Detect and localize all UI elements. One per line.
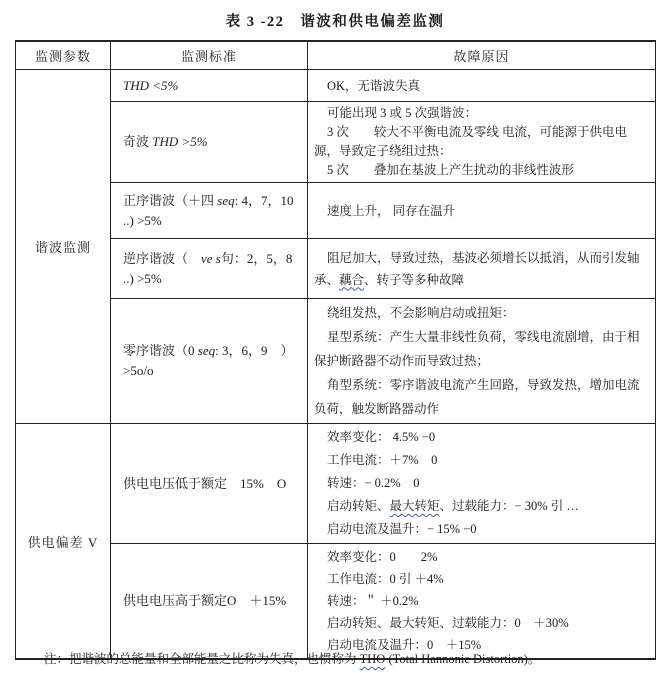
cause-line: 工作电流：＋7% 0: [327, 453, 438, 467]
std-text-italic: seq: [217, 192, 235, 208]
page-title: 表 3 -22 谐波和供电偏差监测: [225, 14, 445, 30]
row-overvoltage: [16, 544, 656, 660]
row-odd-harmonics: [16, 102, 656, 183]
std-cell-thd: [111, 70, 308, 102]
cause-line: OK，无谐波失真: [327, 78, 421, 93]
param-cell-supply-deviation: 供电偏差 V: [16, 424, 111, 660]
cause-text-underlined: 最大转矩: [389, 499, 440, 513]
param-cell-harmonics: 谐波监测: [16, 70, 111, 424]
std-text: 逆序谐波（: [123, 250, 202, 266]
cause-line: 转速：− 0.2% 0: [327, 476, 420, 490]
cause-line: 5 次 叠加在基波上产生扰动的非线性波形: [327, 163, 574, 177]
std-text-italic: ve s: [201, 250, 221, 266]
std-text: 供电电压高于额定O ＋15%: [123, 593, 287, 608]
cause-line: 星型系统：产生大量非线性负荷，零线电流剧增，由于相保护断路器不动作而导致过热；: [314, 330, 640, 368]
cause-line: 绕组发热，不会影响启动或扭矩：: [327, 306, 515, 320]
row-positive-seq: [16, 183, 656, 239]
cause-text: 、转子等多种故障: [364, 272, 465, 287]
footnote-text: 注：把谐波的总能量和全部能量之比称为失真，也惯称为: [44, 652, 360, 666]
row-undervoltage: [16, 424, 656, 544]
cause-cell-odd-harmonics: [308, 102, 656, 183]
header-standard: 监测标准: [111, 41, 308, 70]
cause-cell-overvoltage: [308, 544, 656, 660]
cause-line: [314, 247, 647, 291]
std-text: 供电电压低于额定 15% O: [123, 475, 287, 491]
row-thd-ok: [16, 70, 656, 102]
footnote-abbr-underlined: THO: [359, 652, 386, 666]
cause-line: [314, 495, 647, 518]
cause-cell-negative-seq: [308, 239, 656, 299]
std-text: : 4，7，10 ..) >5%: [123, 192, 294, 228]
cause-cell-zero-seq: [308, 299, 656, 424]
std-cell-positive-seq: [111, 183, 308, 239]
std-text: 零序谐波（0: [123, 343, 198, 358]
header-cause: 故障原因: [308, 41, 656, 70]
cause-line: 启动电流及温升：− 15% −0: [327, 522, 477, 536]
cause-line: 速度上升， 同存在温升: [327, 203, 456, 218]
footnote-text: (Total Hannonic Distortion)。: [385, 652, 541, 666]
std-text: THD <5%: [123, 77, 179, 93]
cause-line: 启动电流及温升：0 ＋15%: [327, 638, 482, 652]
std-cell-odd-harmonics: [111, 102, 308, 183]
cause-line: 工作电流：0 引 ＋4%: [327, 572, 444, 586]
std-text: 奇波: [123, 134, 153, 149]
std-cell-undervoltage: [111, 424, 308, 544]
std-cell-negative-seq: [111, 239, 308, 299]
cause-line: 可能出现 3 或 5 次强谐波：: [327, 106, 478, 120]
cause-line: 效率变化：0 2%: [327, 550, 438, 564]
cause-text: 、过载能力：− 30% 引 …: [439, 499, 579, 513]
header-param: 监测参数: [16, 41, 111, 70]
cause-text: 启动转矩、: [327, 499, 390, 513]
monitoring-table: [15, 40, 656, 660]
std-text: 句：2，5，8 ..) >5%: [123, 250, 293, 286]
std-text: 正序谐波（＋四: [123, 192, 218, 208]
std-text-italic: THD >5%: [152, 134, 208, 149]
row-negative-seq: [16, 239, 656, 299]
cause-line: 3 次 较大不平衡电流及零线 电流，可能源于供电电源，导致定子绕组过热：: [314, 125, 628, 158]
cause-text-underlined: 藕合: [339, 272, 365, 287]
std-cell-overvoltage: [111, 544, 308, 660]
footnote: [44, 651, 644, 667]
std-text: : 3，6，9 ）>5o/o: [123, 343, 294, 378]
std-cell-zero-seq: [111, 299, 308, 424]
std-text-italic: seq: [197, 343, 216, 358]
header-row: [16, 41, 656, 70]
row-zero-seq: [16, 299, 656, 424]
cause-line: 启动转矩、最大转矩、过载能力：0 ＋30%: [327, 616, 569, 630]
cause-text: 阻尼加大，导致过热，基波必须增长以抵消，从而引发轴承、: [314, 250, 640, 287]
cause-cell-thd: [308, 70, 656, 102]
cause-line: 转速：＂ ＋0.2%: [327, 594, 419, 608]
cause-line: 效率变化： 4.5% −0: [327, 430, 436, 444]
cause-line: 角型系统：零序谐波电流产生回路，导致发热，增加电流负荷，触发断路器动作: [314, 378, 640, 416]
cause-cell-undervoltage: [308, 424, 656, 544]
cause-cell-positive-seq: [308, 183, 656, 239]
